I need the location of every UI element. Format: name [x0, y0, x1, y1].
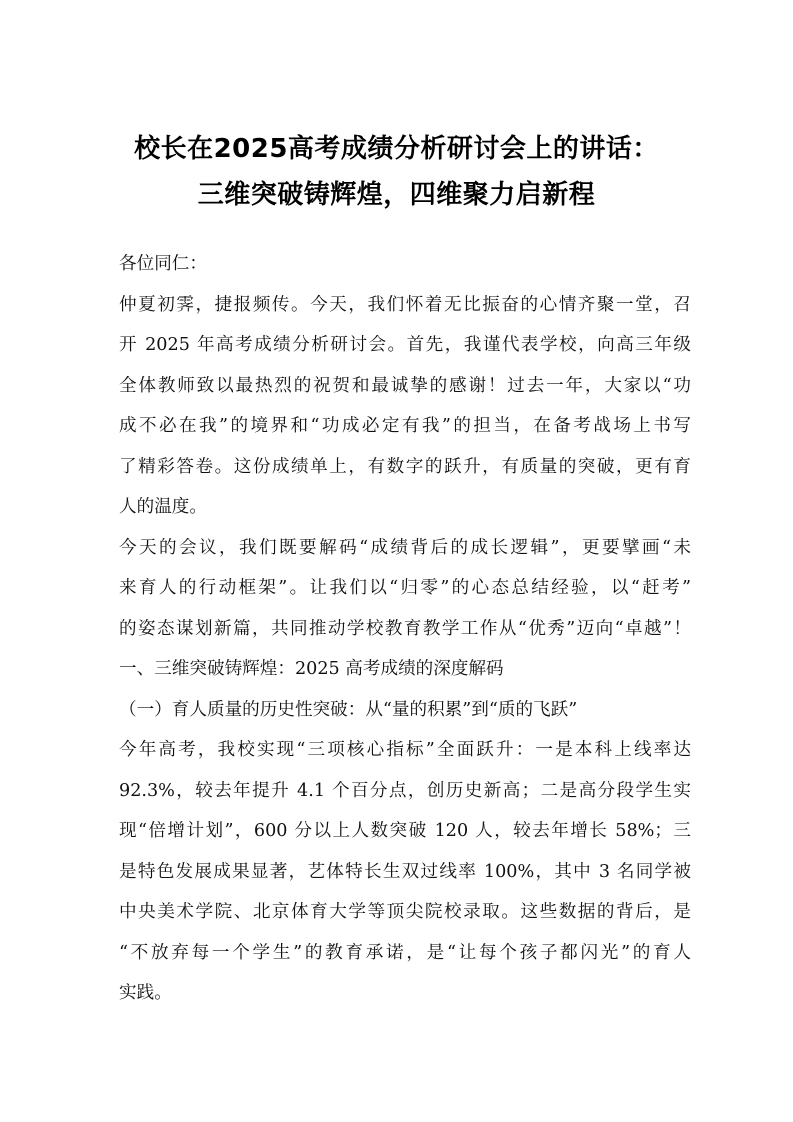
paragraph-line: 是特色发展成果显著，艺体特长生双过线率 100%，其中 3 名同学被: [119, 862, 691, 882]
section-heading: 一、三维突破铸辉煌：2025 高考成绩的深度解码: [119, 659, 504, 679]
paragraph-line: 了精彩答卷。这份成绩单上，有数字的跃升，有质量的突破，更有育: [119, 457, 691, 477]
paragraph-line: 的姿态谋划新篇，共同推动学校教育教学工作从“优秀”迈向“卓越”！: [119, 619, 691, 639]
document-title-line-1: 校长在2025高考成绩分析研讨会上的讲话：: [134, 134, 659, 164]
paragraph-line: 成不必在我”的境界和“功成必定有我”的担当，在备考战场上书写: [119, 416, 691, 436]
document-title-line-2: 三维突破铸辉煌，四维聚力启新程: [197, 180, 596, 210]
paragraph-line: 今天的会议，我们既要解码“成绩背后的成长逻辑”，更要擘画“未: [119, 538, 691, 558]
paragraph-line: 仲夏初霁，捷报频传。今天，我们怀着无比振奋的心情齐聚一堂，召: [119, 295, 691, 315]
paragraph-line: 人的温度。: [119, 497, 207, 517]
paragraph-line: 实践。: [119, 983, 172, 1003]
paragraph-line: 今年高考，我校实现“三项核心指标”全面跃升：一是本科上线率达: [119, 740, 691, 760]
paragraph-line: 来育人的行动框架”。让我们以“归零”的心态总结经验，以“赶考”: [119, 578, 691, 598]
paragraph-line: 全体教师致以最热烈的祝贺和最诚挚的感谢！过去一年，大家以“功: [119, 376, 691, 396]
paragraph-line: “不放弃每一个学生”的教育承诺，是“让每个孩子都闪光”的育人: [119, 943, 691, 963]
paragraph-line: 中央美术学院、北京体育大学等顶尖院校录取。这些数据的背后，是: [119, 902, 691, 922]
paragraph-line: 现“倍增计划”，600 分以上人数突破 120 人，较去年增长 58%；三: [119, 821, 691, 841]
paragraph-line: 92.3%，较去年提升 4.1 个百分点，创历史新高；二是高分段学生实: [119, 781, 691, 801]
salutation: 各位同仁：: [119, 254, 207, 274]
paragraph-line: 开 2025 年高考成绩分析研讨会。首先，我谨代表学校，向高三年级: [119, 335, 691, 355]
subsection-heading: （一）育人质量的历史性突破：从“量的积累”到“质的飞跃”: [119, 700, 578, 720]
